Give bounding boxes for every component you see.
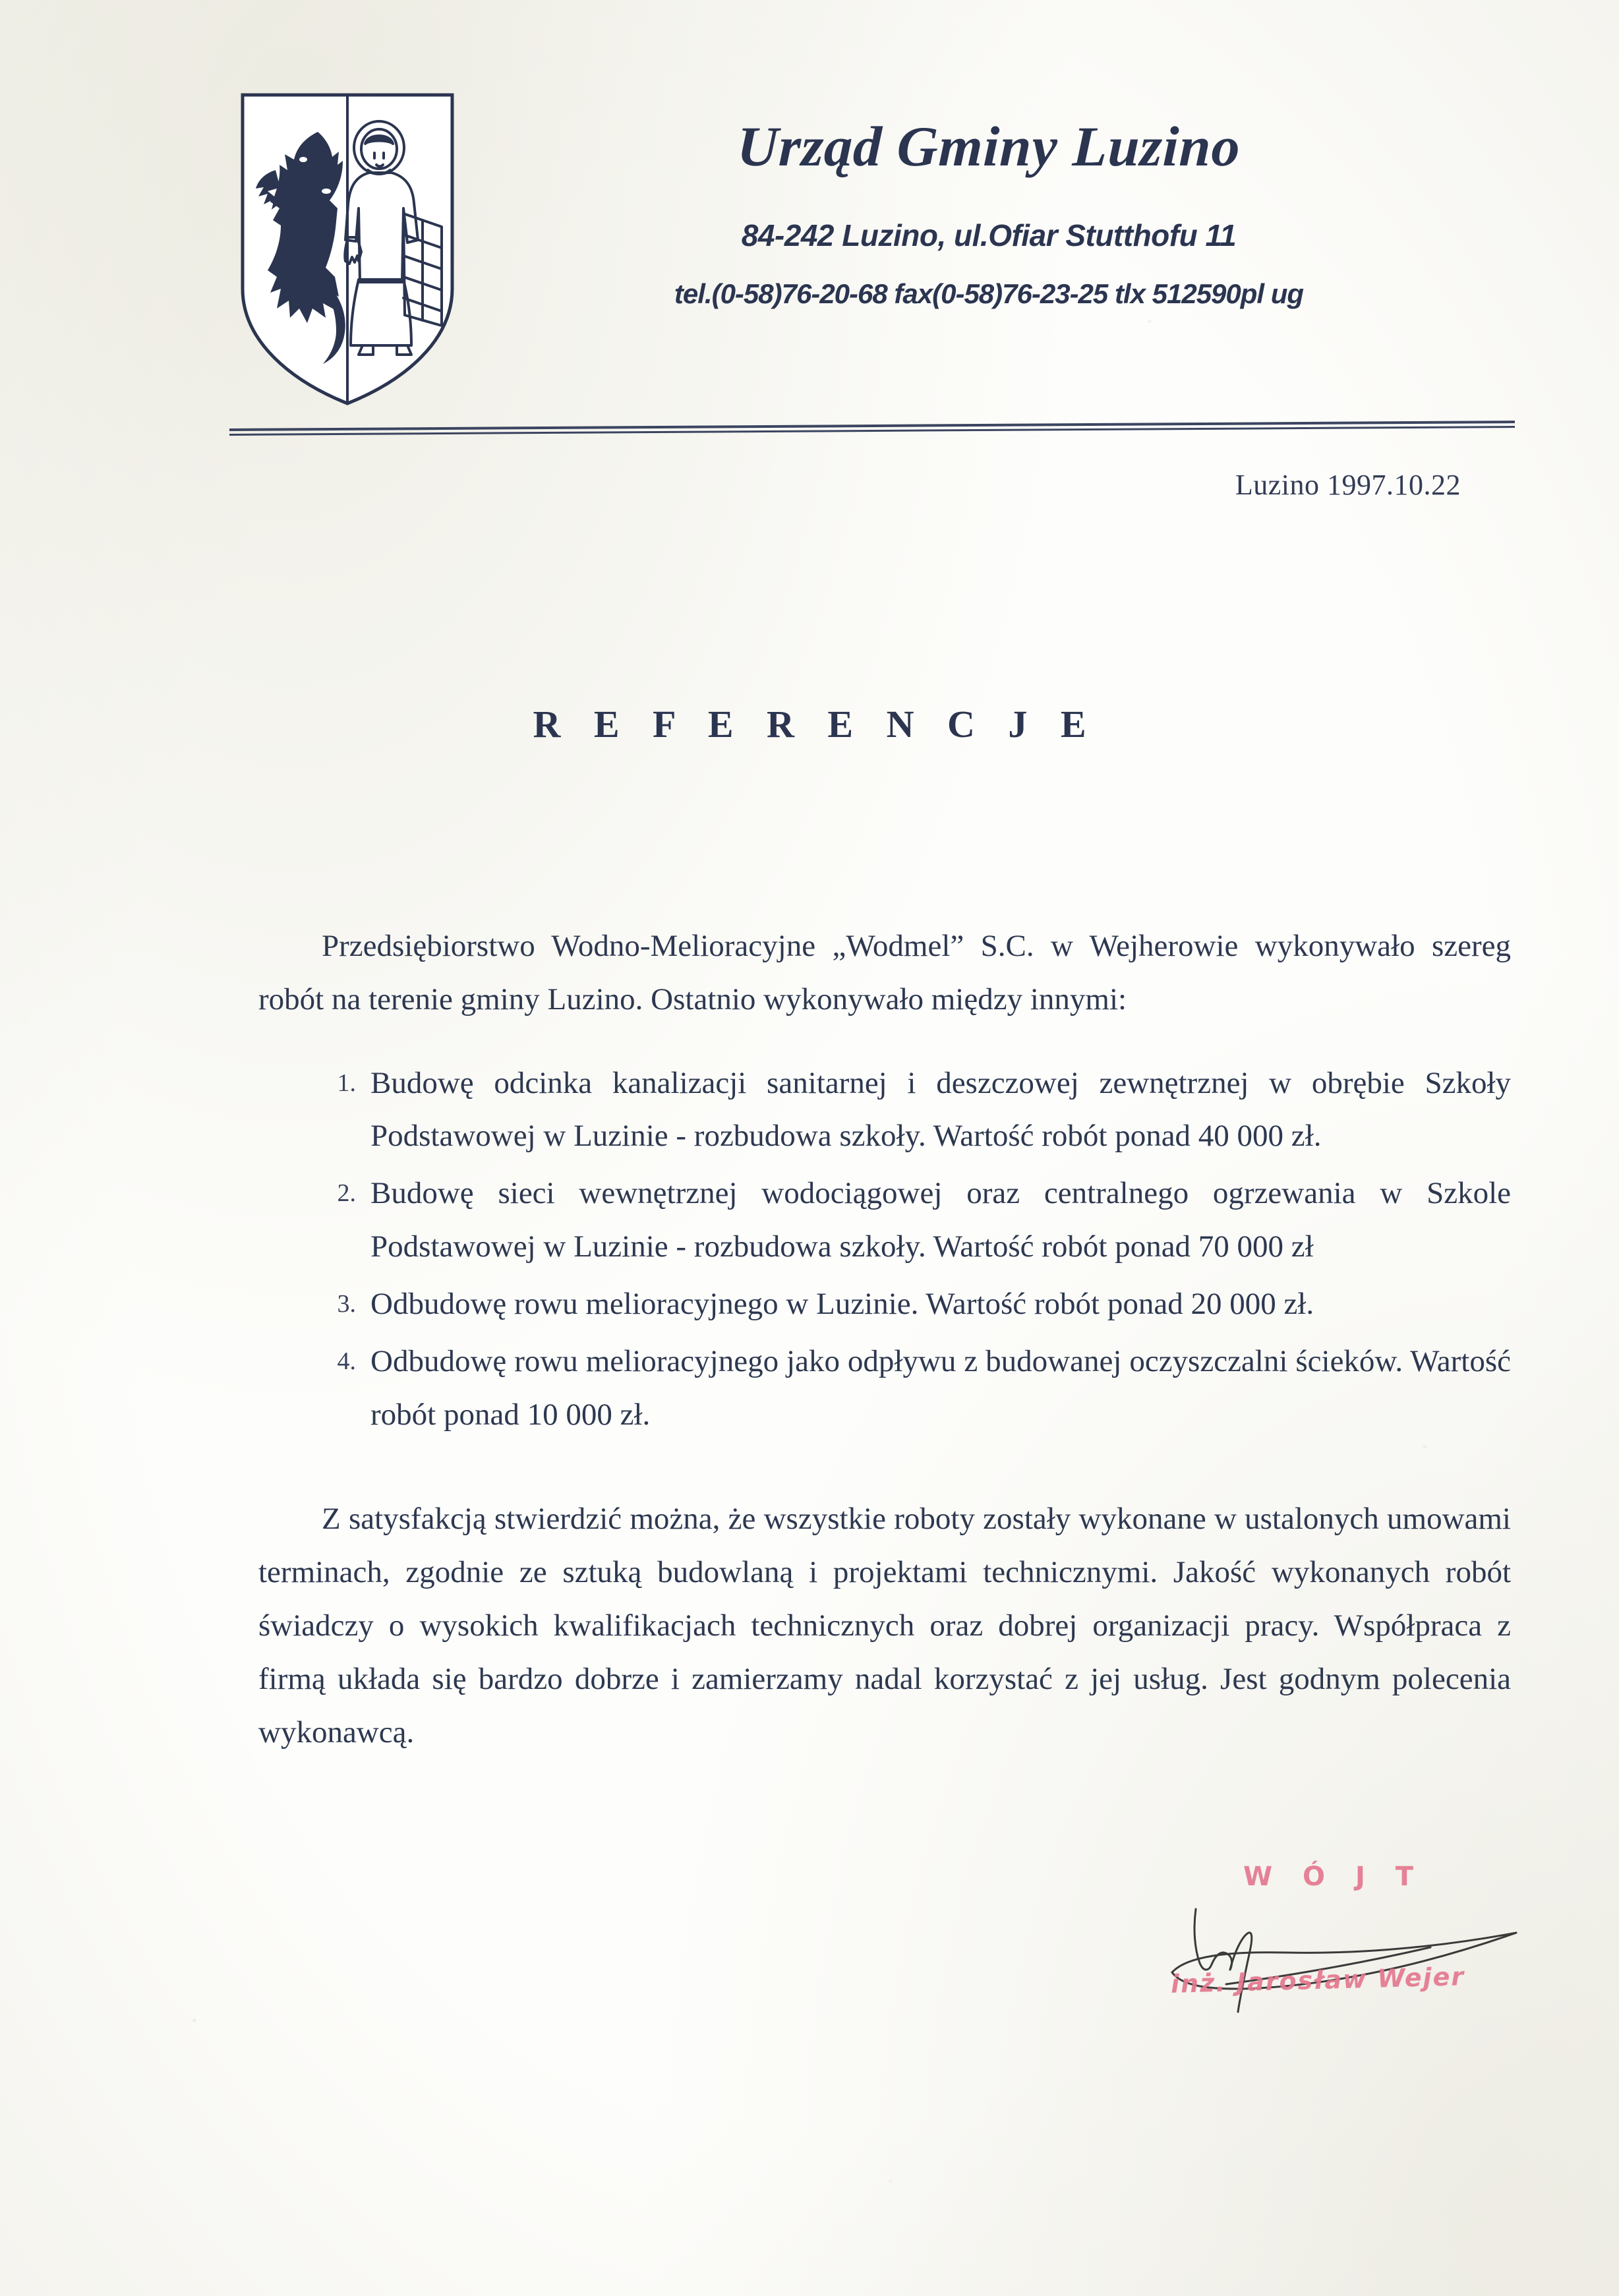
stamp-title: W Ó J T — [1243, 1862, 1425, 1892]
list-item — [258, 1167, 1511, 1274]
organization-name: Urząd Gminy Luzino — [736, 115, 1242, 178]
list-item — [258, 1278, 1511, 1331]
organization-block — [501, 115, 1477, 310]
list-item-number: 4. — [337, 1347, 356, 1375]
list-item-number: 3. — [337, 1289, 356, 1318]
intro-paragraph: Przedsiębiorstwo Wodno-Melioracyjne „Wodmel” S.C. w Wejherowie wykonywało szereg robót na terenie gminy Luzino. Ostatnio wykonywało między innymi: — [258, 929, 1511, 1016]
works-list — [258, 1026, 1511, 1442]
dateline: Luzino 1997.10.22 — [1235, 469, 1461, 501]
coat-of-arms-icon — [239, 91, 456, 407]
signature-block — [1147, 1846, 1543, 2017]
list-item — [258, 1057, 1511, 1163]
letterhead — [0, 0, 1619, 422]
list-item-number: 1. — [337, 1069, 356, 1097]
letter-body — [258, 920, 1511, 1759]
page-title: R E F E R E N C J E — [533, 703, 1098, 746]
list-item-text: Budowę odcinka kanalizacji sanitarnej i deszczowej zewnętrznej w obrębie Szkoły Podstawowej w Luzinie - rozbudowa szkoły. Wartość robót ponad 40 000 zł. — [370, 1065, 1511, 1154]
header-divider — [229, 421, 1515, 436]
list-item-text: Odbudowę rowu melioracyjnego w Luzinie. Wartość robót ponad 20 000 zł. — [370, 1286, 1314, 1321]
organization-contact: tel.(0-58)76-20-68 fax(0-58)76-23-25 tlx 512590pl ug — [674, 278, 1304, 309]
list-item-text: Budowę sieci wewnętrznej wodociągowej oraz centralnego ogrzewania w Szkole Podstawowej w Luzinie - rozbudowa szkoły. Wartość robót ponad 70 000 zł — [370, 1176, 1511, 1264]
list-item — [258, 1335, 1511, 1442]
list-item-number: 2. — [337, 1179, 356, 1208]
list-item-text: Odbudowę rowu melioracyjnego jako odpływu z budowanej oczyszczalni ścieków. Wartość robót ponad 10 000 zł. — [370, 1343, 1511, 1432]
organization-address: 84-242 Luzino, ul.Ofiar Stutthofu 11 — [741, 218, 1237, 252]
closing-paragraph: Z satysfakcją stwierdzić można, że wszystkie roboty zostały wykonane w ustalonych umowami terminach, zgodnie ze sztuką budowlaną i projektami technicznymi. Jakość wykonanych robót świadczy o wysokich kwalifikacjach technicznych oraz dobrej organizacji pracy. Współpraca z firmą układa się bardzo dobrze i zamierzamy nadal korzystać z jej usług. Jest godnym polecenia wykonawcą. — [258, 1502, 1511, 1750]
stamp-name: inż. Jarosław Wejer — [1170, 1962, 1465, 1999]
